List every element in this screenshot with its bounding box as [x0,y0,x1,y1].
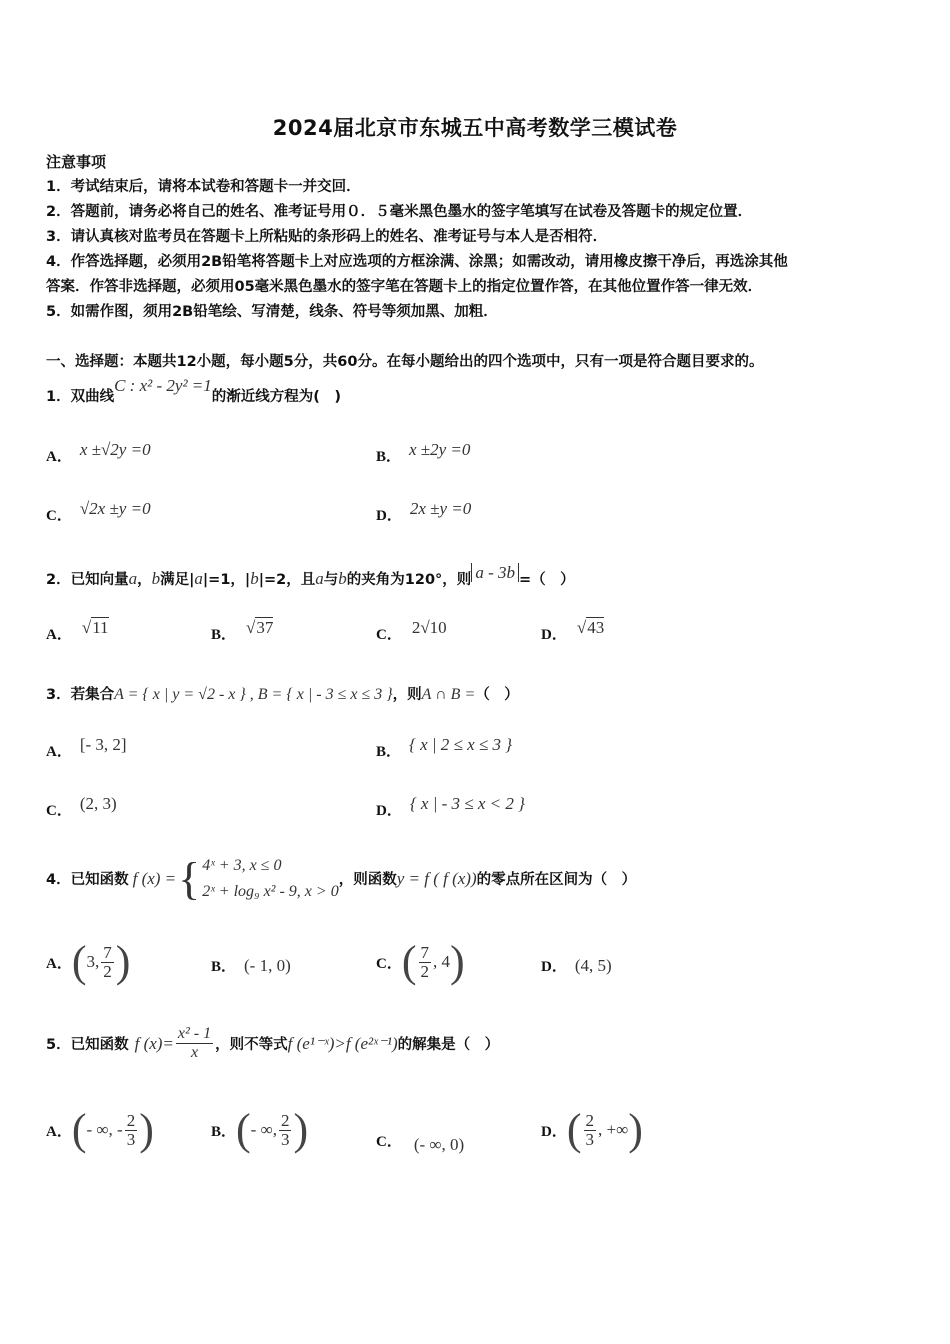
question-text: 的渐近线方程为( ) [211,389,342,405]
option-c[interactable]: C． (2, 3) [46,794,117,819]
question-text: 1．双曲线 [46,389,115,405]
section-heading: 一、选择题：本题共12小题，每小题5分，共60分。在每小题给出的四个选项中，只有一项是符合题目要求的。 [46,354,764,370]
option-d[interactable]: D． (4, 5) [541,956,612,975]
notice-heading: 注意事项 [46,153,107,171]
option-a[interactable]: A． ( - ∞, - $\frac{2}{3}$ ) [46,1105,154,1154]
option-b[interactable]: B． √37 [211,618,274,643]
notice-item: 5．如需作图，须用2B铅笔绘、写清楚，线条、符号等须加黑、加粗． [46,304,498,320]
question-4: 4．已知函数 f (x) = { 4ˣ + 3, x ≤ 0 2ˣ + log₉ x² - 9, x > 0 ，则函数 y = f ( f (x)) 的零点所在区间为（ ） [46,853,637,904]
math-expr: C : x² - 2y² =1 [114,376,212,395]
math-expr: y = f ( f (x)) [396,868,477,888]
piecewise-cases: 4ˣ + 3, x ≤ 0 2ˣ + log₉ x² - 9, x > 0 [202,856,339,900]
option-b[interactable]: B． ( - ∞, $\frac{2}{3}$ ) [211,1105,309,1154]
option-a[interactable]: A． x ±√2y =0 [46,440,151,465]
option-d[interactable]: D． √43 [541,618,605,643]
math-expr: a - 3b [471,563,519,582]
notice-item: 3．请认真核对监考员在答题卡上所粘贴的条形码上的姓名、准考证号与本人是否相符． [46,229,608,245]
option-d[interactable]: D． { x | - 3 ≤ x < 2 } [376,794,525,819]
question-5: 5．已知函数 f (x)= $\frac{\text{x² - 1}}{x}$ ，则不等式 f (e¹⁻ˣ)>f (e²ˣ⁻¹) 的解集是（ ） [46,1025,500,1061]
option-b[interactable]: B． (- 1, 0) [211,956,291,975]
option-a[interactable]: A． [- 3, 2] [46,735,127,760]
notice-item: 4．作答选择题，必须用2B铅笔将答题卡上对应选项的方框涂满、涂黑；如需改动，请用橡皮擦干净后，再选涂其他 [46,254,788,270]
notice-item: 2．答题前，请务必将自己的姓名、准考证号用０．５毫米黑色墨水的签字笔填写在试卷及答题卡的规定位置． [46,204,753,220]
option-a[interactable]: A． ( 3, $\frac{7}{2}$ ) [46,937,131,986]
question-3: 3．若集合A = { x | y = √2 - x } , B = { x | - 3 ≤ x ≤ 3 }，则A ∩ B =（ ） [46,686,519,703]
question-1 [46,376,342,406]
option-c[interactable]: C． √2x ±y =0 [46,499,151,524]
math-expr: A = { x | y = √2 - x } , B = { x | - 3 ≤ x ≤ 3 } [114,686,393,703]
notice-item: 1．考试结束后，请将本试卷和答题卡一并交回． [46,179,361,195]
option-c[interactable]: C． ( $\frac{7}{2}$ , 4 ) [376,937,465,986]
option-c[interactable]: C． 2√10 [376,618,447,643]
page-title: 2024届北京市东城五中高考数学三模试卷 [272,116,678,140]
question-2: 2．已知向量a，b满足|a|=1，|b|=2，且a与b的夹角为120°，则 a - 3b =（ ） [46,563,575,588]
option-a[interactable]: A． √11 [46,618,109,643]
option-d[interactable]: D． ( $\frac{2}{3}$ , +∞ ) [541,1105,643,1154]
option-d[interactable]: D． 2x ±y =0 [376,499,472,524]
notice-item: 答案．作答非选择题，必须用05毫米黑色墨水的签字笔在答题卡上的指定位置作答，在其他位置作答一律无效． [46,279,763,295]
option-b[interactable]: B． { x | 2 ≤ x ≤ 3 } [376,735,513,760]
option-c[interactable]: C． (- ∞, 0) [376,1134,465,1154]
option-b[interactable]: B． x ±2y =0 [376,440,471,465]
math-expr: f (e¹⁻ˣ)>f (e²ˣ⁻¹) [287,1033,398,1053]
